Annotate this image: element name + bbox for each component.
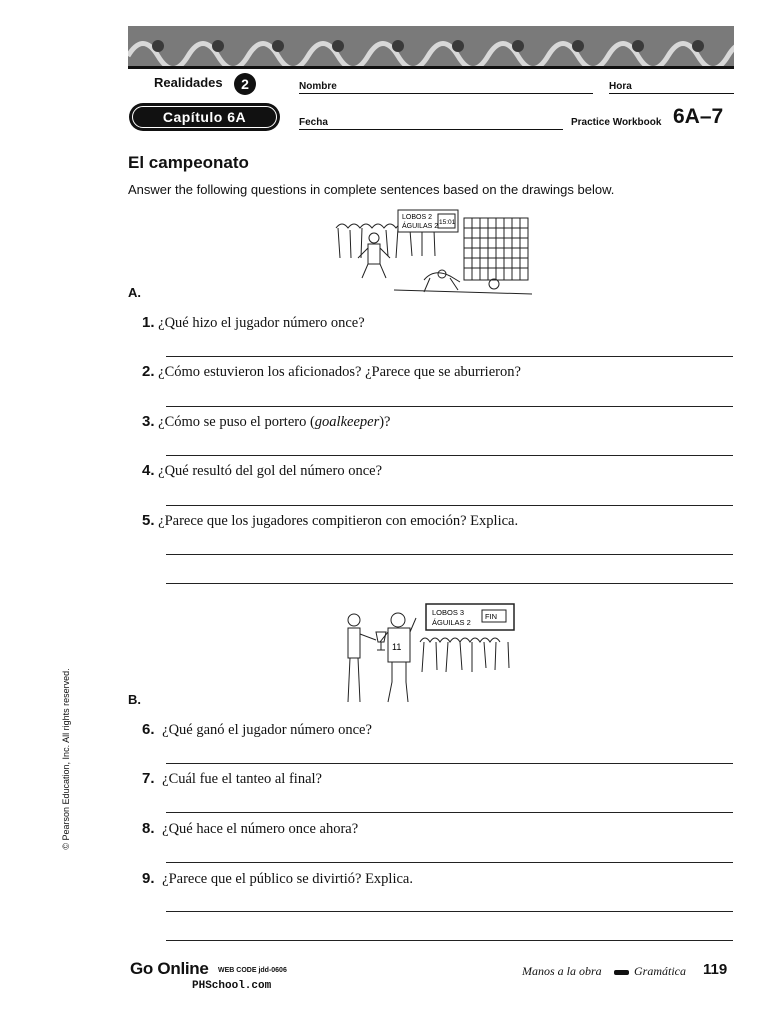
- score-b-line2: ÁGUILAS 2: [432, 618, 471, 627]
- question-5: [142, 512, 518, 530]
- footer-section-left: Manos a la obra: [522, 964, 602, 978]
- question-number: 1.: [142, 314, 155, 331]
- question-text: ¿Qué ganó el jugador número once?: [162, 722, 372, 738]
- answer-line[interactable]: [166, 455, 733, 456]
- score-a-time: 15:01: [439, 219, 456, 226]
- question-text: ¿Cuál fue el tanteo al final?: [162, 771, 322, 787]
- header-rule: [128, 66, 734, 69]
- question-text: ¿Qué hace el número once ahora?: [162, 821, 359, 837]
- answer-line[interactable]: [166, 862, 733, 863]
- question-number: 4.: [142, 462, 155, 479]
- question-2: [142, 363, 521, 381]
- question-text: ¿Cómo estuvieron los aficionados? ¿Parece que se aburrieron?: [158, 364, 521, 380]
- workbook-label: Practice Workbook: [571, 117, 662, 128]
- section-a-label: A.: [128, 285, 141, 300]
- nombre-label: Nombre: [299, 81, 337, 92]
- phschool-link[interactable]: PHSchool.com: [192, 980, 272, 992]
- question-3: [142, 413, 390, 431]
- score-a-line1: LOBOS 2: [402, 214, 432, 221]
- question-text: ¿Cómo se puso el portero (: [158, 414, 315, 430]
- instructions: Answer the following questions in complete sentences based on the drawings below.: [128, 182, 615, 197]
- hora-label: Hora: [609, 81, 632, 92]
- chapter-label: Capítulo 6A: [132, 106, 277, 128]
- question-9: [142, 870, 413, 888]
- answer-line[interactable]: [166, 505, 733, 506]
- answer-line[interactable]: [166, 763, 733, 764]
- player-jersey-number: 11: [392, 642, 402, 652]
- question-text-end: )?: [379, 414, 391, 430]
- series-name: Realidades: [154, 75, 223, 90]
- chapter-pill: [129, 103, 280, 131]
- question-7: [142, 770, 322, 788]
- question-text-italic: goalkeeper: [314, 414, 380, 430]
- answer-line[interactable]: [166, 911, 733, 912]
- question-8: [142, 820, 358, 838]
- nombre-line: [299, 93, 593, 94]
- go-online-logo: Go Online: [130, 959, 209, 978]
- answer-line[interactable]: [166, 583, 733, 584]
- page-number: 119: [703, 961, 728, 978]
- series-level-badge: 2: [234, 73, 256, 95]
- web-code: WEB CODE jdd-0606: [218, 967, 287, 974]
- trophy-celebration-illustration: [340, 602, 518, 706]
- question-6: [142, 721, 372, 739]
- answer-line[interactable]: [166, 356, 733, 357]
- answer-line[interactable]: [166, 940, 733, 941]
- question-number: 9.: [142, 870, 155, 887]
- question-text: ¿Parece que los jugadores compitieron con emoción? Explica.: [158, 513, 519, 529]
- header-wave-band: [128, 26, 734, 66]
- fecha-label: Fecha: [299, 117, 328, 128]
- question-4: [142, 462, 382, 480]
- score-a-line2: ÁGUILAS 2: [402, 223, 439, 230]
- page-code: 6A–7: [673, 105, 724, 128]
- question-text: ¿Qué hizo el jugador número once?: [158, 315, 365, 331]
- question-number: 2.: [142, 363, 155, 380]
- question-text: ¿Qué resultó del gol del número once?: [158, 463, 383, 479]
- hora-line: [609, 93, 734, 94]
- question-number: 7.: [142, 770, 155, 787]
- question-number: 8.: [142, 820, 155, 837]
- question-1: [142, 314, 365, 332]
- score-b-status: FIN: [485, 612, 498, 621]
- question-number: 6.: [142, 721, 155, 738]
- question-number: 3.: [142, 413, 155, 430]
- copyright-notice: © Pearson Education, Inc. All rights reserved.: [61, 668, 71, 850]
- score-b-line1: LOBOS 3: [432, 608, 465, 617]
- fecha-line: [299, 129, 563, 130]
- answer-line[interactable]: [166, 554, 733, 555]
- soccer-goal-illustration: [334, 208, 532, 304]
- question-text: ¿Parece que el público se divirtió? Explica.: [162, 871, 413, 887]
- question-number: 5.: [142, 512, 155, 529]
- page-title: El campeonato: [128, 153, 249, 172]
- footer-separator: [614, 970, 629, 975]
- footer-section-right: Gramática: [634, 964, 686, 978]
- answer-line[interactable]: [166, 812, 733, 813]
- section-b-label: B.: [128, 692, 141, 707]
- answer-line[interactable]: [166, 406, 733, 407]
